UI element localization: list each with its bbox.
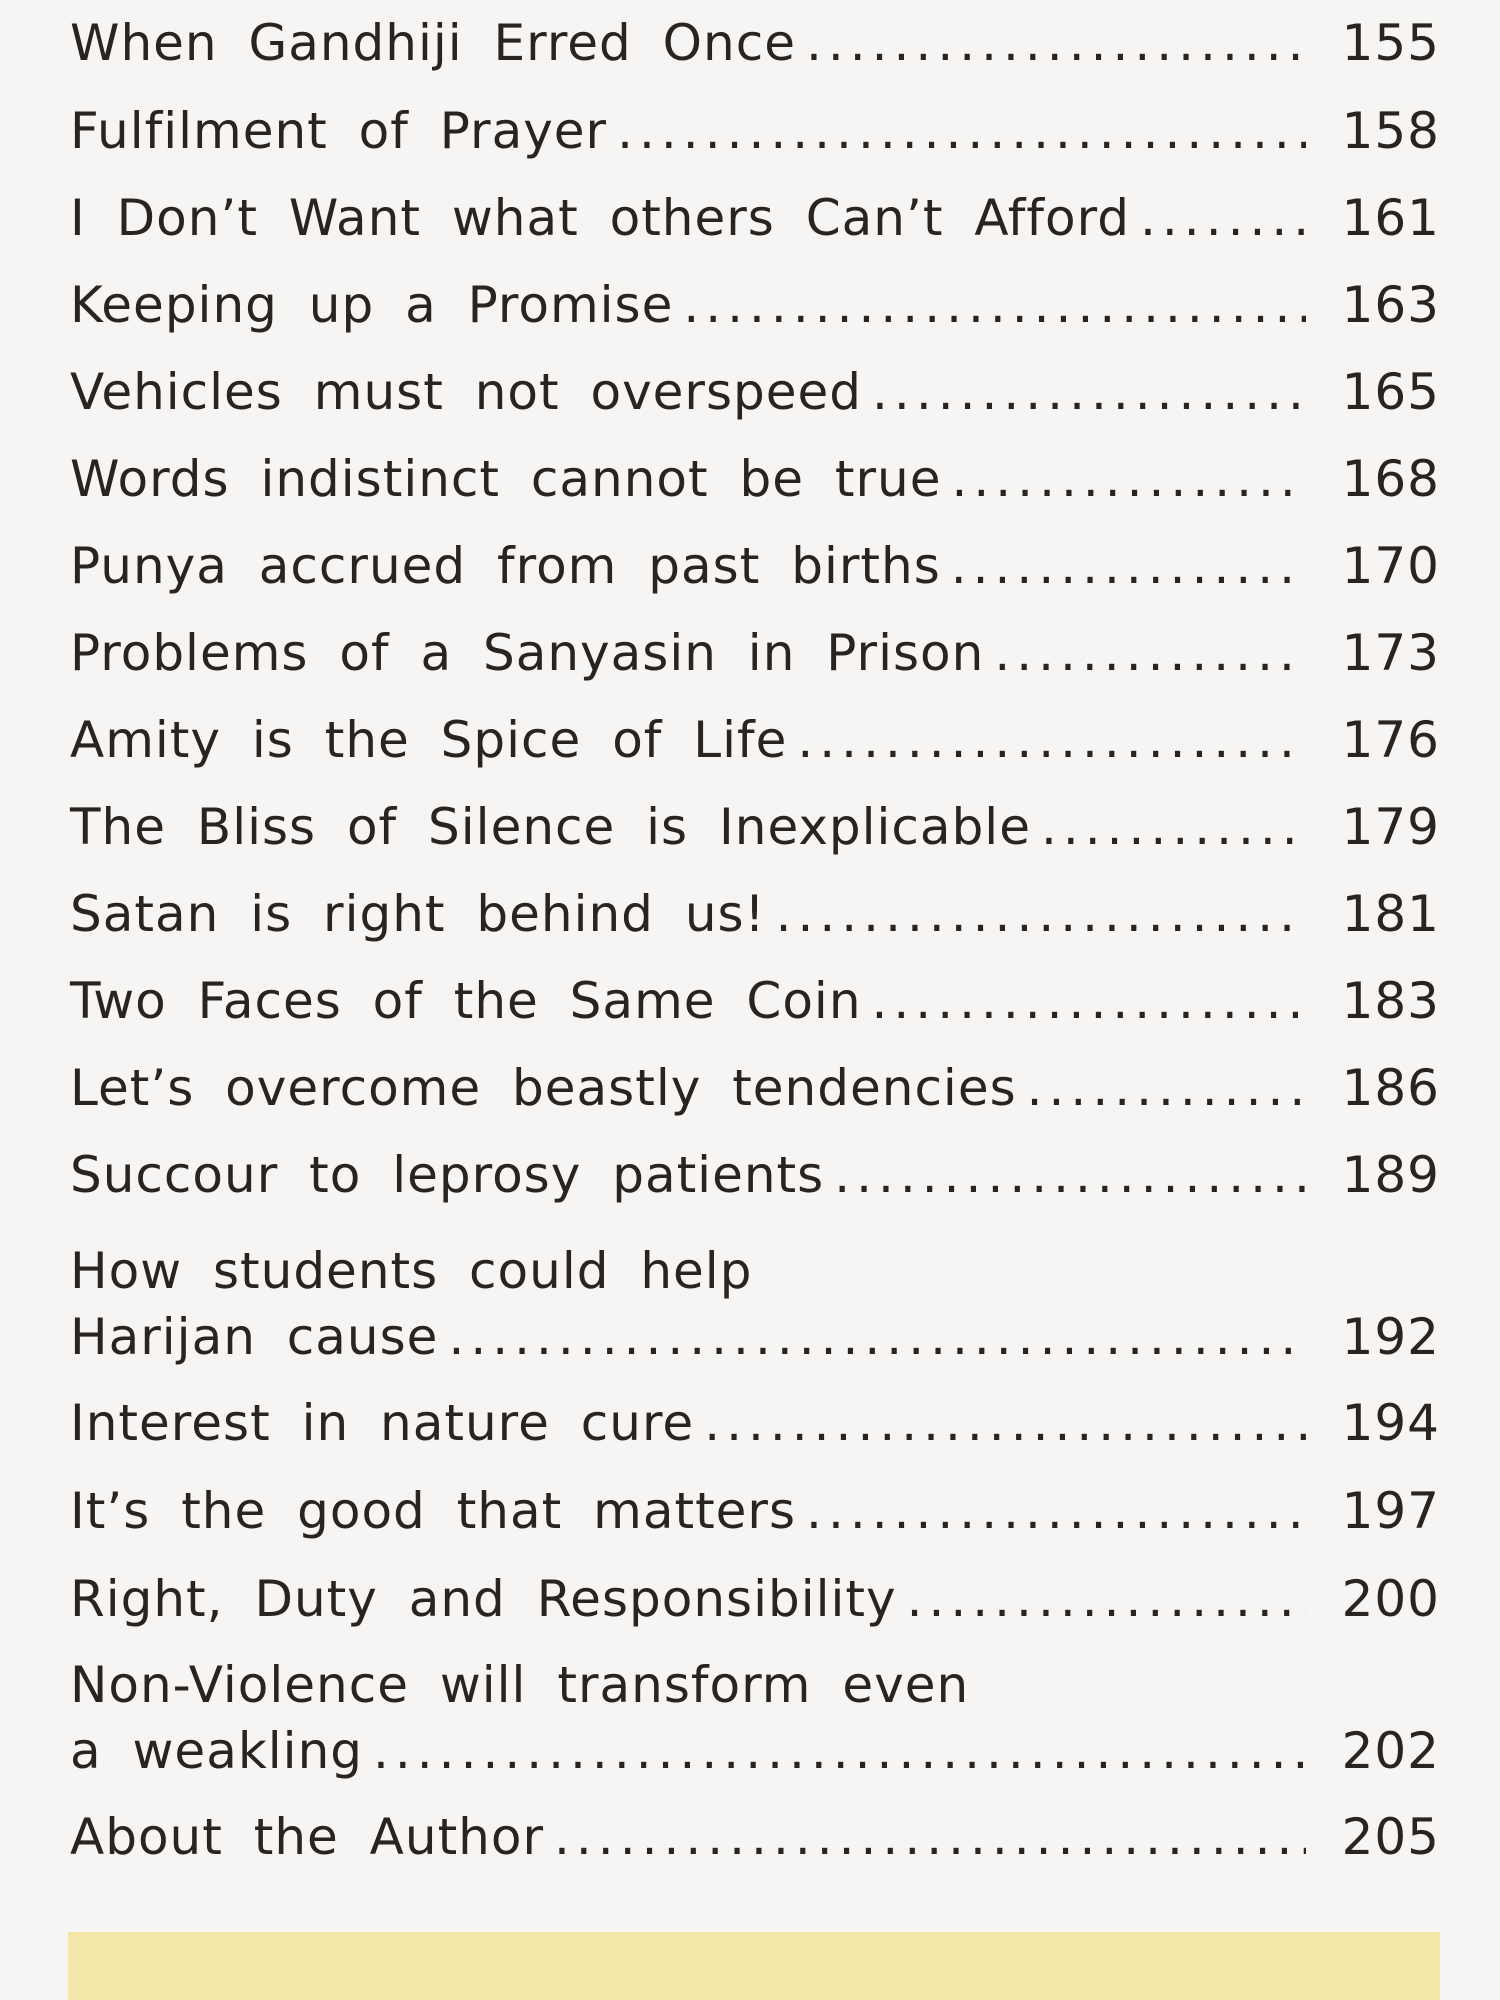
toc-entry-title: Harijan cause [70, 1308, 439, 1366]
toc-entry-title: Succour to leprosy patients [70, 1146, 825, 1204]
toc-entry-title: Amity is the Spice of Life [70, 711, 788, 769]
toc-entry-title: Let’s overcome beastly tendencies [70, 1059, 1017, 1117]
dot-leader [806, 1478, 1306, 1544]
toc-entry-title: Interest in nature cure [70, 1394, 695, 1452]
toc-entry[interactable] [70, 1478, 1440, 1544]
dot-leader [952, 446, 1307, 512]
toc-entry-page: 197 [1341, 1482, 1440, 1540]
toc-entry[interactable] [70, 707, 1440, 773]
toc-entry-page: 192 [1341, 1308, 1440, 1366]
toc-entry-title-line1: Non-Violence will transform even [70, 1656, 970, 1714]
toc-entry-title: I Don’t Want what others Can’t Afford [70, 189, 1131, 247]
dot-leader [373, 1718, 1306, 1784]
toc-entry[interactable] [70, 794, 1440, 860]
toc-entry-title: Satan is right behind us! [70, 885, 766, 943]
toc-entry-page: 176 [1341, 711, 1440, 769]
dot-leader [448, 1304, 1306, 1370]
toc-entry[interactable] [70, 1055, 1440, 1121]
dot-leader [872, 359, 1306, 425]
toc-entry-page: 202 [1341, 1722, 1440, 1780]
toc-entry-page: 170 [1341, 537, 1440, 595]
dot-leader [617, 98, 1306, 164]
dot-leader [554, 1804, 1306, 1870]
toc-entry-page: 173 [1341, 624, 1440, 682]
toc-entry[interactable] [70, 1238, 1440, 1370]
toc-entry[interactable] [70, 1142, 1440, 1208]
toc-entry-page: 205 [1341, 1808, 1440, 1866]
toc-entry[interactable] [70, 272, 1440, 338]
toc-entry[interactable] [70, 620, 1440, 686]
toc-entry-page: 165 [1341, 363, 1440, 421]
dot-leader [797, 707, 1306, 773]
dot-leader [1027, 1055, 1306, 1121]
dot-leader [907, 1566, 1306, 1632]
toc-entry[interactable] [70, 359, 1440, 425]
dot-leader [683, 272, 1306, 338]
toc-entry-title: Punya accrued from past births [70, 537, 941, 595]
toc-entry-title: Vehicles must not overspeed [70, 363, 863, 421]
dot-leader [994, 620, 1306, 686]
dot-leader [951, 533, 1306, 599]
toc-entry-title: Keeping up a Promise [70, 276, 674, 334]
toc-entry[interactable] [70, 1566, 1440, 1632]
yellow-band [68, 1932, 1440, 2000]
toc-entry-page: 179 [1341, 798, 1440, 856]
toc-entry-page: 200 [1341, 1570, 1440, 1628]
toc-entry-page: 155 [1341, 14, 1440, 72]
toc-entry-title: a weakling [70, 1722, 363, 1780]
toc-entry[interactable] [70, 98, 1440, 164]
dot-leader [806, 10, 1306, 76]
dot-leader [776, 881, 1306, 947]
toc-entry-title: Right, Duty and Responsibility [70, 1570, 897, 1628]
toc-entry-title: Two Faces of the Same Coin [70, 972, 862, 1030]
toc-entry-title: Words indistinct cannot be true [70, 450, 942, 508]
toc-entry[interactable] [70, 185, 1440, 251]
toc-entry-page: 183 [1341, 972, 1440, 1030]
toc-entry-page: 163 [1341, 276, 1440, 334]
toc-entry-title: When Gandhiji Erred Once [70, 14, 796, 72]
toc-entry-title: It’s the good that matters [70, 1482, 797, 1540]
dot-leader [1140, 185, 1306, 251]
dot-leader [704, 1390, 1306, 1456]
toc-entry[interactable] [70, 533, 1440, 599]
toc-entry[interactable] [70, 968, 1440, 1034]
toc-entry-title-line1: How students could help [70, 1242, 753, 1300]
toc-entry-page: 186 [1341, 1059, 1440, 1117]
toc-entry-title: Problems of a Sanyasin in Prison [70, 624, 985, 682]
dot-leader [1041, 794, 1306, 860]
toc-entry[interactable] [70, 1390, 1440, 1456]
dot-leader [872, 968, 1306, 1034]
dot-leader [834, 1142, 1306, 1208]
toc-entry-title: About the Author [70, 1808, 545, 1866]
toc-entry-page: 168 [1341, 450, 1440, 508]
toc-entry-page: 158 [1341, 102, 1440, 160]
toc-entry[interactable] [70, 881, 1440, 947]
toc-entry-page: 189 [1341, 1146, 1440, 1204]
toc-entry-page: 161 [1341, 189, 1440, 247]
toc-entry[interactable] [70, 10, 1440, 76]
toc-entry-title: Fulfilment of Prayer [70, 102, 608, 160]
toc-entry[interactable] [70, 1652, 1440, 1784]
toc-entry-page: 181 [1341, 885, 1440, 943]
toc-entry[interactable] [70, 446, 1440, 512]
toc-entry-page: 194 [1341, 1394, 1440, 1452]
toc-entry-title: The Bliss of Silence is Inexplicable [70, 798, 1031, 856]
toc-entry[interactable] [70, 1804, 1440, 1870]
